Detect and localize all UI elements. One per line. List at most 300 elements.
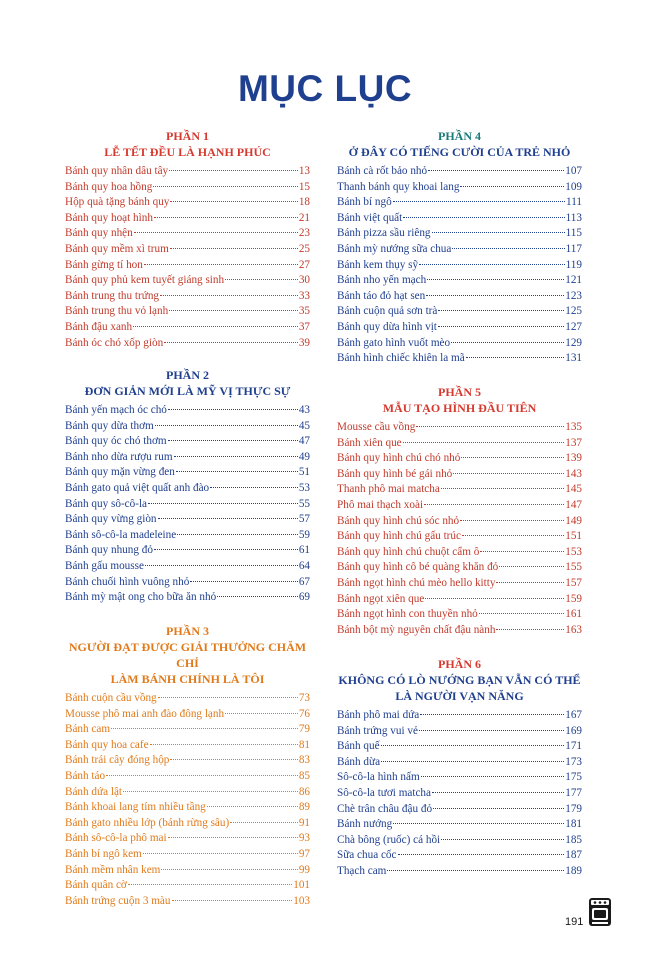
- toc-entry-page: 111: [566, 196, 582, 209]
- dot-leader: [225, 278, 298, 280]
- toc-entry-title: Bánh ngọt hình con thuyền nhỏ: [337, 608, 478, 621]
- toc-entry-page: 153: [565, 545, 582, 558]
- dot-leader: [403, 216, 564, 218]
- toc-entry-page: 27: [298, 258, 310, 271]
- toc-entry-title: Bánh cà rốt bảo nhỏ: [337, 165, 428, 177]
- toc-entry: [337, 864, 582, 880]
- toc-entry: [337, 320, 582, 336]
- dot-leader: [420, 713, 564, 715]
- toc-entry-page: 131: [565, 352, 582, 365]
- toc-entry-page: 13: [298, 165, 310, 177]
- toc-entry: [65, 894, 310, 910]
- toc-entry-page: 47: [298, 435, 310, 448]
- dot-leader: [432, 791, 564, 793]
- toc-entry-title: Thạch cam: [337, 864, 387, 877]
- section-title: LÀ NGƯỜI VẠN NĂNG: [395, 689, 524, 703]
- toc-list: [337, 420, 582, 638]
- oven-icon: [588, 897, 612, 927]
- dot-leader: [128, 883, 292, 885]
- dot-leader: [160, 294, 298, 296]
- dot-leader: [496, 581, 564, 583]
- toc-entry-page: 86: [298, 785, 310, 798]
- toc-entry-page: 181: [565, 818, 582, 831]
- toc-list: [65, 403, 310, 606]
- toc-entry-page: 173: [565, 755, 582, 768]
- toc-entry-title: Bánh gấu mousse: [65, 559, 144, 572]
- toc-entry-page: 30: [298, 274, 310, 287]
- dot-leader: [393, 200, 565, 202]
- toc-entry: [337, 833, 582, 849]
- toc-entry: [337, 560, 582, 576]
- section-label: PHẦN 6: [438, 657, 481, 671]
- toc-entry-title: Bánh táo đỏ hạt sen: [337, 289, 426, 302]
- toc-entry-title: Bánh sô-cô-la madeleine: [65, 528, 177, 541]
- dot-leader: [432, 231, 565, 233]
- dot-leader: [499, 565, 564, 567]
- dot-leader: [428, 169, 564, 171]
- toc-entry-title: Bánh quy sô-cô-la: [65, 497, 148, 510]
- dot-leader: [480, 550, 564, 552]
- toc-entry: [337, 739, 582, 755]
- toc-entry-page: 21: [298, 211, 310, 224]
- dot-leader: [460, 519, 564, 521]
- dot-leader: [172, 899, 293, 901]
- toc-entry-title: Bánh nướng: [337, 818, 393, 831]
- dot-leader: [123, 790, 298, 792]
- toc-entry: [65, 769, 310, 785]
- toc-entry: [65, 543, 310, 559]
- dot-leader: [111, 727, 298, 729]
- toc-entry: [65, 304, 310, 320]
- toc-entry-title: Bánh quy hình chú sóc nhỏ: [337, 514, 460, 527]
- toc-entry-title: Bánh cam: [65, 723, 111, 736]
- toc-entry: [337, 576, 582, 592]
- toc-list: [65, 164, 310, 351]
- page-number: 191: [565, 916, 584, 928]
- toc-entry-page: 155: [565, 561, 582, 574]
- dot-leader: [134, 231, 298, 233]
- page-title: MỤC LỤC: [237, 68, 413, 109]
- dot-leader: [427, 278, 564, 280]
- toc-entry: [65, 226, 310, 242]
- toc-entry-page: 97: [298, 847, 310, 860]
- toc-entry-title: Bánh trung thu trứng: [65, 289, 160, 302]
- toc-entry-page: 45: [298, 419, 310, 432]
- toc-entry-title: Bánh phô mai dứa: [337, 709, 420, 721]
- toc-entry: [65, 800, 310, 816]
- toc-entry-page: 127: [565, 320, 582, 333]
- toc-entry-title: Bánh quy mềm xì trum: [65, 242, 169, 255]
- dot-leader: [150, 743, 298, 745]
- dot-leader: [403, 441, 565, 443]
- dot-leader: [419, 263, 565, 265]
- toc-entry-title: Bánh quy hình bé gái nhỏ: [337, 467, 453, 480]
- section-6: [337, 656, 582, 880]
- toc-entry-title: Bánh đậu xanh: [65, 320, 133, 333]
- toc-entry: [65, 753, 310, 769]
- dot-leader: [174, 455, 298, 457]
- toc-entry: [65, 691, 310, 707]
- toc-entry-page: 143: [565, 467, 582, 480]
- toc-entry: [65, 785, 310, 801]
- toc-entry: [337, 623, 582, 639]
- toc-entry: [65, 590, 310, 606]
- toc-entry-page: 175: [565, 771, 582, 784]
- section-heading: [337, 656, 582, 704]
- toc-entry-page: 185: [565, 833, 582, 846]
- dot-leader: [161, 868, 297, 870]
- toc-entry-page: 125: [565, 305, 582, 318]
- toc-entry-title: Bánh quy hoa hồng: [65, 180, 153, 193]
- toc-entry-page: 167: [565, 709, 582, 721]
- dot-leader: [169, 309, 298, 311]
- toc-entry: [65, 707, 310, 723]
- toc-entry-title: Bánh nho yến mạch: [337, 274, 427, 287]
- section-5: [337, 384, 582, 638]
- toc-entry-page: 23: [298, 227, 310, 240]
- section-4: [337, 128, 582, 367]
- toc-entry-title: Bánh quy óc chó thơm: [65, 435, 167, 448]
- dot-leader: [158, 517, 298, 519]
- toc-entry-page: 177: [565, 786, 582, 799]
- toc-entry: [65, 273, 310, 289]
- toc-entry: [337, 848, 582, 864]
- dot-leader: [381, 760, 564, 762]
- toc-entry: [65, 180, 310, 196]
- toc-entry-page: 139: [565, 452, 582, 465]
- dot-leader: [479, 612, 564, 614]
- toc-entry-title: Hộp quà tặng bánh quy: [65, 196, 170, 209]
- toc-entry-title: Bánh cuộn cầu vồng: [65, 692, 157, 704]
- section-title: Ở ĐÂY CÓ TIẾNG CƯỜI CỦA TRẺ NHỎ: [348, 145, 571, 159]
- toc-entry-title: Bánh gato quả việt quất anh đào: [65, 481, 210, 494]
- toc-entry: [65, 816, 310, 832]
- toc-entry-title: Bánh bí ngô: [337, 196, 392, 209]
- toc-entry: [337, 724, 582, 740]
- toc-entry-title: Bánh quy nhện: [65, 227, 133, 240]
- toc-entry-page: 67: [298, 575, 310, 588]
- toc-entry: [65, 211, 310, 227]
- toc-entry-title: Bánh sô-cô-la phô mai: [65, 832, 167, 845]
- toc-entry-title: Bánh cuộn quả sơn trà: [337, 305, 438, 318]
- dot-leader: [462, 534, 564, 536]
- toc-entry-page: 83: [298, 754, 310, 767]
- dot-leader: [176, 470, 298, 472]
- toc-list: [65, 691, 310, 909]
- toc-entry: [65, 465, 310, 481]
- toc-entry-page: 64: [298, 559, 310, 572]
- toc-entry-title: Bánh gừng tí hon: [65, 258, 143, 271]
- toc-entry: [337, 242, 582, 258]
- toc-entry-page: 101: [293, 879, 310, 892]
- toc-entry-title: Bánh trái cây đóng hộp: [65, 754, 170, 767]
- toc-entry-title: Bánh quy hình chú chó nhỏ: [337, 452, 461, 465]
- dot-leader: [170, 758, 297, 760]
- dot-leader: [154, 216, 298, 218]
- toc-entry: [337, 786, 582, 802]
- toc-entry-title: Bánh quy hình cô bé quàng khăn đỏ: [337, 561, 499, 574]
- toc-entry-page: 109: [565, 180, 582, 193]
- toc-entry-title: Bánh khoai lang tím nhiều tầng: [65, 801, 206, 814]
- section-heading: [337, 128, 582, 160]
- dot-leader: [133, 325, 298, 327]
- dot-leader: [425, 597, 564, 599]
- toc-entry: [337, 802, 582, 818]
- toc-entry: [65, 738, 310, 754]
- dot-leader: [416, 425, 564, 427]
- toc-entry-page: 91: [298, 816, 310, 829]
- toc-entry-page: 85: [298, 769, 310, 782]
- dot-leader: [155, 424, 298, 426]
- toc-entry: [65, 419, 310, 435]
- dot-leader: [164, 341, 298, 343]
- toc-entry-page: 39: [298, 336, 310, 349]
- toc-entry-title: Bánh việt quất: [337, 211, 403, 224]
- toc-entry: [65, 164, 310, 180]
- toc-entry-title: Bánh óc chó xốp giòn: [65, 336, 164, 349]
- section-1: [65, 128, 310, 351]
- toc-entry-page: 107: [565, 165, 582, 177]
- toc-entry-page: 37: [298, 320, 310, 333]
- toc-entry-title: Bánh quy vừng giòn: [65, 513, 157, 526]
- dot-leader: [148, 502, 298, 504]
- toc-entry: [65, 403, 310, 419]
- toc-entry-title: Bánh quân cờ: [65, 879, 127, 892]
- toc-entry-title: Bánh dứa lật: [65, 785, 123, 798]
- toc-entry-title: Bánh trứng vui vẻ: [337, 724, 418, 737]
- toc-entry: [65, 831, 310, 847]
- dot-leader: [381, 744, 565, 746]
- toc-entry: [337, 592, 582, 608]
- toc-entry-title: Bánh quy dừa thơm: [65, 419, 154, 432]
- section-title: ĐƠN GIẢN MỚI LÀ MỸ VỊ THỰC SỰ: [84, 384, 291, 398]
- dot-leader: [426, 294, 564, 296]
- dot-leader: [106, 774, 298, 776]
- dot-leader: [438, 309, 564, 311]
- toc-entry-title: Bánh kem thụy sỹ: [337, 258, 419, 271]
- toc-entry: [337, 211, 582, 227]
- section-title: LÀM BÁNH CHÍNH LÀ TÔI: [110, 672, 265, 686]
- section-heading: [337, 384, 582, 416]
- toc-entry: [65, 512, 310, 528]
- section-label: PHẦN 5: [438, 385, 481, 399]
- toc-entry: [337, 467, 582, 483]
- dot-leader: [398, 853, 565, 855]
- dot-leader: [433, 807, 564, 809]
- dot-leader: [177, 533, 298, 535]
- section-2: [65, 367, 310, 606]
- section-title: LỄ TẾT ĐỀU LÀ HẠNH PHÚC: [104, 145, 271, 159]
- toc-entry-page: 157: [565, 576, 582, 589]
- section-label: PHẦN 1: [166, 129, 209, 143]
- toc-entry-page: 137: [565, 436, 582, 449]
- toc-entry: [337, 545, 582, 561]
- toc-entry-page: 81: [298, 738, 310, 751]
- toc-entry: [65, 320, 310, 336]
- dot-leader: [190, 580, 298, 582]
- dot-leader: [441, 838, 564, 840]
- toc-entry-page: 18: [298, 196, 310, 209]
- toc-entry-page: 61: [298, 544, 310, 557]
- dot-leader: [441, 487, 564, 489]
- toc-entry: [337, 195, 582, 211]
- toc-entry-page: 149: [565, 514, 582, 527]
- dot-leader: [170, 247, 298, 249]
- toc-entry: [337, 304, 582, 320]
- toc-entry-page: 103: [293, 894, 310, 907]
- section-title: NGƯỜI ĐẠT ĐƯỢC GIẢI THƯỞNG CHĂM CHỈ: [68, 640, 307, 670]
- toc-entry: [337, 180, 582, 196]
- toc-entry: [337, 817, 582, 833]
- dot-leader: [460, 185, 564, 187]
- toc-entry-page: 117: [565, 242, 582, 255]
- dot-leader: [424, 503, 564, 505]
- toc-entry: [65, 242, 310, 258]
- toc-entry: [65, 847, 310, 863]
- toc-entry-page: 179: [565, 802, 582, 815]
- toc-entry-page: 171: [565, 740, 582, 753]
- toc-entry-page: 135: [565, 421, 582, 433]
- toc-entry-title: Bánh pizza sầu riêng: [337, 227, 431, 240]
- toc-entry-page: 151: [565, 530, 582, 543]
- toc-entry: [337, 482, 582, 498]
- toc-entry-page: 69: [298, 591, 310, 604]
- dot-leader: [421, 775, 565, 777]
- toc-entry-page: 73: [298, 692, 310, 704]
- toc-entry-title: Bánh mềm nhân kem: [65, 863, 161, 876]
- toc-entry: [65, 289, 310, 305]
- toc-entry-page: 55: [298, 497, 310, 510]
- toc-entry-page: 93: [298, 832, 310, 845]
- toc-entry-title: Bánh táo: [65, 769, 106, 782]
- toc-entry-page: 161: [565, 608, 582, 621]
- toc-entry-title: Bánh chuối hình vuông nhỏ: [65, 575, 190, 588]
- toc-entry-page: 59: [298, 528, 310, 541]
- dot-leader: [419, 729, 564, 731]
- toc-entry-title: Bánh gato hình vuốt mèo: [337, 336, 451, 349]
- dot-leader: [144, 263, 298, 265]
- section-heading: [65, 623, 310, 687]
- section-3: [65, 623, 310, 909]
- toc-entry-title: Bánh bột mỳ nguyên chất đậu nành: [337, 623, 496, 636]
- toc-entry-page: 121: [565, 274, 582, 287]
- dot-leader: [438, 325, 564, 327]
- dot-leader: [230, 821, 298, 823]
- toc-entry: [65, 434, 310, 450]
- toc-entry: [337, 436, 582, 452]
- toc-entry: [65, 481, 310, 497]
- toc-entry-page: 99: [298, 863, 310, 876]
- toc-entry-page: 25: [298, 242, 310, 255]
- toc-entry: [337, 498, 582, 514]
- toc-entry: [65, 722, 310, 738]
- toc-entry-title: Sô-cô-la hình nấm: [337, 771, 420, 784]
- toc-entry-title: Bánh xiên que: [337, 436, 402, 449]
- toc-entry-title: Bánh quy hoạt hình: [65, 211, 153, 224]
- toc-entry-title: Bánh quy nhân dâu tây: [65, 165, 169, 177]
- toc-entry: [337, 607, 582, 623]
- toc-entry: [337, 770, 582, 786]
- toc-entry-title: Sô-cô-la tươi matcha: [337, 786, 431, 799]
- toc-entry-page: 115: [565, 227, 582, 240]
- toc-entry: [65, 528, 310, 544]
- toc-entry-title: Bánh quế: [337, 740, 380, 753]
- toc-entry-title: Bánh quy dừa hình vịt: [337, 320, 437, 333]
- dot-leader: [207, 805, 298, 807]
- dot-leader: [169, 169, 298, 171]
- dot-leader: [496, 628, 564, 630]
- toc-entry: [337, 289, 582, 305]
- dot-leader: [210, 486, 298, 488]
- section-title: MẪU TẠO HÌNH ĐẦU TIÊN: [382, 401, 537, 415]
- dot-leader: [461, 456, 564, 458]
- dot-leader: [225, 712, 298, 714]
- toc-entry-page: 169: [565, 724, 582, 737]
- dot-leader: [158, 696, 298, 698]
- toc-entry-page: 145: [565, 483, 582, 496]
- toc-entry-title: Chà bông (ruốc) cá hồi: [337, 833, 441, 846]
- dot-leader: [387, 869, 564, 871]
- dot-leader: [143, 852, 298, 854]
- toc-entry: [65, 258, 310, 274]
- toc-entry-page: 189: [565, 864, 582, 877]
- toc-entry-title: Mousse phô mai anh đào đông lạnh: [65, 707, 225, 720]
- dot-leader: [453, 472, 564, 474]
- toc-entry-title: Sữa chua cốc: [337, 849, 397, 862]
- toc-entry-title: Bánh gato nhiều lớp (bánh rừng sâu): [65, 816, 230, 829]
- toc-entry-page: 119: [565, 258, 582, 271]
- toc-entry-title: Bánh quy hình chú gấu trúc: [337, 530, 461, 543]
- section-title: KHÔNG CÓ LÒ NƯỚNG BẠN VẪN CÓ THỂ: [338, 673, 581, 687]
- toc-entry-title: Bánh quy nhung đỏ: [65, 544, 153, 557]
- toc-entry-title: Bánh mỳ nướng sữa chua: [337, 242, 452, 255]
- dot-leader: [145, 564, 298, 566]
- dot-leader: [153, 185, 297, 187]
- toc-entry-page: 79: [298, 723, 310, 736]
- toc-entry: [337, 336, 582, 352]
- toc-entry-title: Bánh trứng cuộn 3 màu: [65, 894, 171, 907]
- toc-entry-title: Bánh nho dừa rượu rum: [65, 450, 173, 463]
- toc-entry-title: Bánh quy phủ kem tuyết giáng sinh: [65, 274, 225, 287]
- toc-entry: [65, 195, 310, 211]
- toc-entry-title: Bánh yến mạch óc chó: [65, 404, 167, 416]
- dot-leader: [217, 595, 298, 597]
- toc-entry: [337, 164, 582, 180]
- toc-entry: [65, 336, 310, 352]
- toc-entry-title: Bánh bí ngô kem: [65, 847, 142, 860]
- toc-entry-page: 43: [298, 404, 310, 416]
- toc-entry: [337, 755, 582, 771]
- toc-entry-page: 76: [298, 707, 310, 720]
- toc-entry-title: Bánh quy mặn vừng đen: [65, 466, 175, 479]
- toc-entry-title: Bánh mỳ mật ong cho bữa ăn nhỏ: [65, 591, 217, 604]
- toc-entry-title: Chè trân châu đậu đỏ: [337, 802, 433, 815]
- toc-entry: [65, 497, 310, 513]
- toc-list: [337, 164, 582, 367]
- section-heading: [65, 367, 310, 399]
- toc-entry-title: Thanh bánh quy khoai lang: [337, 180, 460, 193]
- toc-entry-title: Thanh phô mai matcha: [337, 483, 440, 496]
- toc-entry-title: Bánh quy hoa cafe: [65, 738, 149, 751]
- dot-leader: [168, 836, 298, 838]
- toc-entry-title: Bánh quy hình chú chuột cẩm ô: [337, 545, 480, 558]
- toc-entry-title: Bánh hình chiếc khiên la mã: [337, 352, 465, 365]
- toc-entry-page: 49: [298, 450, 310, 463]
- toc-entry: [337, 273, 582, 289]
- toc-entry: [65, 863, 310, 879]
- dot-leader: [452, 247, 564, 249]
- toc-entry-page: 187: [565, 849, 582, 862]
